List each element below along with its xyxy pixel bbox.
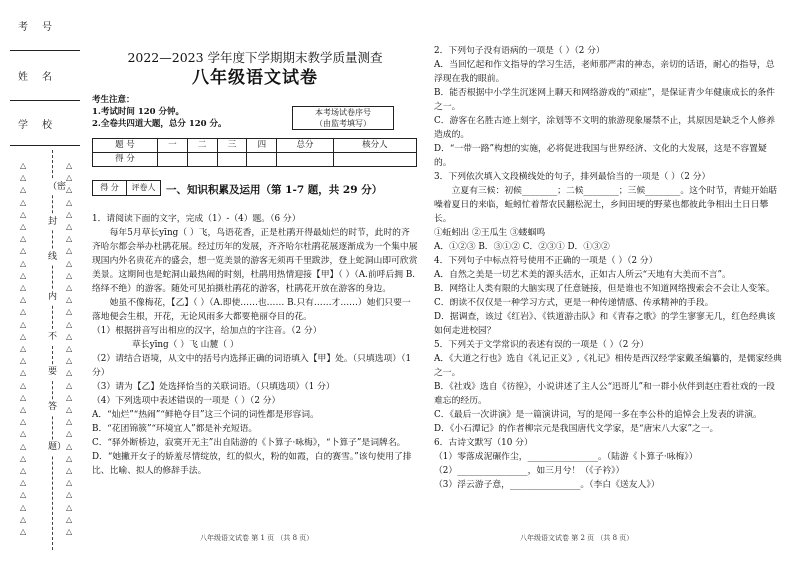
score-input-cell[interactable]	[333, 153, 416, 167]
q2-stem: 2．下列句子没有语病的一项是（ ）（2 分）	[434, 46, 605, 56]
seal-text-1: （密	[48, 180, 57, 195]
score-input-cell[interactable]	[187, 153, 217, 167]
score-table-score-row	[93, 153, 417, 167]
seal-dashed-line	[52, 150, 53, 550]
section-1-heading: 一、知识积累及运用（第 1-7 题，共 29 分）	[166, 184, 383, 196]
q5-option-c: C．《最后一次讲演》是一篇演讲词，写的是闻一多在李公朴的追悼会上发表的讲演。	[434, 410, 762, 420]
grader-table	[92, 180, 161, 196]
q5-option-b: B．《社戏》选自《彷徨》，小说讲述了主人公“迅哥儿”和一群小伙伴到赵庄看社戏的一段难忘的经历。	[434, 382, 775, 406]
q3-passage: 立夏有三候：初候________；二候________；三候________。这个时节，青蛙开始聒噪着夏日的来临，蚯蚓忙着帮农民翻松泥土，乡间田埂的野菜也都彼此争相出土日日攀长。	[434, 186, 778, 224]
seal-text-8: 题）	[48, 440, 57, 455]
q1-sub-4: （4）下列选项中表述错误的一项是（ ）（2 分）	[92, 396, 281, 406]
score-cell: 题 号	[93, 139, 158, 153]
seal-text-7: 答	[48, 400, 57, 415]
seal-text-6: 要	[48, 365, 57, 380]
q4-option-c: C．朗读不仅仅是一种学习方式，更是一种传递情感、传承精神的手段。	[434, 298, 714, 308]
q2-option-d: D．“一带一路”构想的实施，必将促进我国与世界经济、文化的大发展，这是不容置疑的。	[434, 144, 767, 168]
q2-option-b: B．能否根据中小学生沉迷网上聊天和网络游戏的“顽症”，是保证青少年健康成长的条件之一。	[434, 88, 775, 112]
score-input-cell[interactable]	[217, 153, 247, 167]
q1-option-b: B．“花团锦簇”“环境宜人”都是补充短语。	[92, 424, 258, 434]
grader-score-label: 得 分	[93, 181, 127, 196]
q6-stem: 6．古诗文默写（10 分）	[434, 438, 533, 448]
score-table	[92, 138, 417, 167]
page-left	[90, 0, 420, 561]
q2-option-a: A．当回忆起和作文指导的学习生活，老师那严肃的神态，亲切的话语，耐心的指导，总浮现在我的眼前。	[434, 60, 775, 84]
seal-text-3: 线	[48, 250, 57, 265]
score-cell: 总分	[277, 139, 334, 153]
q2-option-c: C．游客在名胜古迹上刻字，涂划等不文明的旅游现象屡禁不止，其原因是缺乏个人修养造成的。	[434, 116, 776, 140]
q1-option-d: D．“她撇开女子的娇羞尽情绽放，红的似火，粉的如霞，白的赛雪。”该句使用了排比、比喻、拟人的修辞手法。	[92, 452, 412, 476]
triangle-column-left: △△△△△△△△△△△△△△△△△△△△△△△△△△△△△△△	[20, 161, 27, 537]
q1-sub-2: （2）请结合语境，从文中的括号内选择正确的词语填入【甲】处。（只填选项）（1 分）	[92, 354, 412, 378]
score-cell: 四	[247, 139, 277, 153]
score-table-header-row	[93, 139, 417, 153]
q6-item-3[interactable]: （3）浮云游子意，________________。（李白《送友人》）	[434, 480, 660, 490]
q5-option-a: A．《大道之行也》选自《礼记正义》,《礼记》相传是西汉经学家戴圣编纂的，是儒家经典之一。	[434, 354, 782, 378]
q6-item-1[interactable]: （1）零落成泥碾作尘，________________。（陆游《卜算子·咏梅》）	[434, 452, 698, 462]
seal-text-2: 封	[48, 215, 57, 230]
exam-number-line	[10, 50, 80, 51]
score-cell: 一	[157, 139, 187, 153]
q1-stem: 1．请阅读下面的文字，完成（1）-（4）题。（6 分）	[92, 214, 301, 224]
q4-option-d: D．据调查，该过《红岩》、《铁道游击队》和《青春之歌》的学生寥寥无几，红色经典该如何走进校园？	[434, 312, 776, 336]
notes-line-1: 1.考试时间 120 分钟。	[92, 107, 185, 117]
exam-subject-title: 八年级语文试卷	[192, 68, 318, 88]
q6-item-2[interactable]: （2）________________，如三月兮！（《子衿》）	[434, 466, 625, 476]
exam-year-title: 2022—2023 学年度下学期期末教学质量测查	[127, 50, 383, 65]
grader-name-label: 评卷人	[127, 181, 161, 196]
q5-option-d: D．《小石潭记》的作者柳宗元是我国唐代文学家，是“唐宋八大家”之一。	[434, 424, 719, 434]
name-label: 姓名	[18, 72, 66, 83]
score-cell: 三	[217, 139, 247, 153]
q3-choices: A．①②③ B．③①② C．②③① D．①③②	[434, 242, 610, 252]
q4-option-a: A．自然之美是一切艺术美的源头活水，正如古人所云“天地有大美而不言”。	[434, 270, 731, 280]
q5-stem: 5．下列关于文学常识的表述有误的一项是（ ）（2 分）	[434, 340, 649, 350]
q4-stem: 4．下列句子中标点符号使用不正确的一项是（ ）（2 分）	[434, 256, 658, 266]
q3-items: ①蚯蚓出 ②王瓜生 ③蝼蝈鸣	[434, 228, 546, 238]
q3-stem: 3．下列依次填入文段横线处的句子，排列最恰当的一项是（ ）（2 分）	[434, 172, 711, 182]
question-1	[92, 212, 418, 478]
q1-sub-3: （3）请为【乙】处选择恰当的关联词语。（只填选项）（1 分）	[92, 382, 335, 392]
seat-code-sub: （由监考填写）	[315, 119, 371, 128]
binding-strip	[0, 0, 90, 561]
score-input-cell[interactable]	[247, 153, 277, 167]
q1-passage-1: 每年5月草长yīng（ ）飞，鸟语花香，正是杜鹃开得最灿烂的时节，此时的齐齐哈尔都会举办杜鹃花展。经过历年的发展，齐齐哈尔杜鹃花展逐渐成为一个集中展现国内外名贵花卉的盛会，想一览美景的游客无须再千里跋涉，登上蛇洞山即可欣赏美景。这期间也是蛇洞山最热闹的时刻，杜鹃用热情迎接【甲】（ ）（A.前呼后拥 B.络绎不绝）的游客。随处可见拍摄杜鹃花的游客，杜鹃花开放在游客的身边。	[92, 228, 418, 294]
footer-page-2: 八年级语文试卷 第 2 页 （共 8 页）	[520, 534, 634, 542]
seal-text-4: 内	[48, 290, 57, 305]
footer-page-1: 八年级语文试卷 第 1 页 （共 8 页）	[200, 534, 314, 542]
q4-option-b: B．网络让人类有限的大脑实现了任意链接，但是谁也不知道网络搜索会不会让人变笨。	[434, 284, 775, 294]
triangle-column-right: △△△△△△△△△△△△△△△△△△△△△△△△△△△△△△△	[66, 161, 73, 537]
q1-sub-1-fill[interactable]: 草长yīng（ ）飞 山麓（ ）	[132, 340, 239, 350]
notes-heading: 考生注意：	[92, 95, 135, 105]
exam-number-label: 考号	[18, 22, 66, 33]
score-cell: 核分人	[333, 139, 416, 153]
seal-text-5: 不	[48, 330, 57, 345]
q1-sub-1: （1）根据拼音写出相应的汉字，给加点的字注音。（2 分）	[92, 326, 322, 336]
right-questions	[434, 44, 782, 492]
score-cell: 得 分	[93, 153, 158, 167]
q1-option-c: C．“驿外断桥边，寂寞开无主”出自陆游的《卜算子·咏梅》，“卜算子”是词牌名。	[92, 438, 406, 448]
seat-code-label: 本考场试卷序号	[315, 108, 371, 117]
name-line	[10, 100, 80, 101]
score-input-cell[interactable]	[277, 153, 334, 167]
score-cell: 二	[187, 139, 217, 153]
q1-passage-2: 她虽不像梅花，【乙】（ ）（A.即使……也…… B.只有……才……）她们只要一落地便会生根，开花，无论风雨多大都要艳丽夺目的花。	[92, 298, 411, 322]
notes-line-2: 2.全卷共四道大题，总分 120 分。	[92, 119, 227, 129]
school-line	[10, 145, 80, 146]
page-right	[430, 0, 790, 561]
candidate-notes	[92, 94, 227, 130]
seat-code-box	[292, 106, 394, 130]
score-input-cell[interactable]	[157, 153, 187, 167]
q1-option-a: A．“灿烂”“热闹”“鲜艳夺目”这三个词的词性都是形容词。	[92, 410, 319, 420]
school-label: 学校	[18, 120, 66, 131]
